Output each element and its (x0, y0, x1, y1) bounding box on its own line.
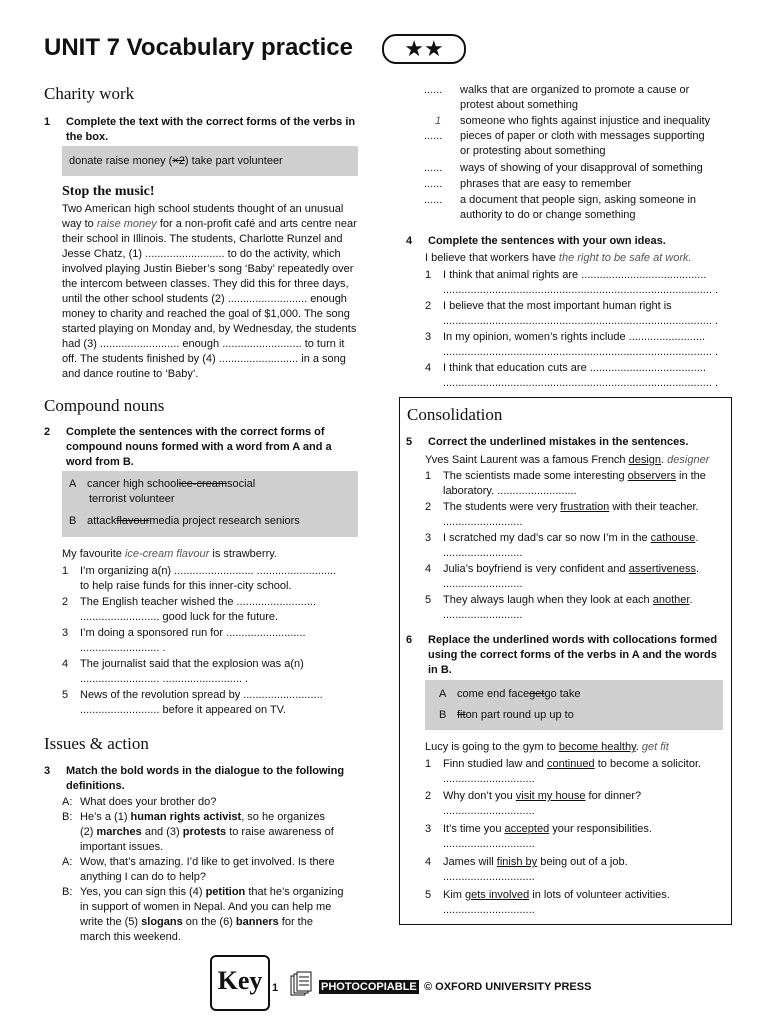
question-4: 4 Complete the sentences with your own ideas. (406, 235, 666, 247)
list-2 (62, 564, 362, 719)
story-title: Stop the music! (62, 184, 155, 199)
photocopy-icon (290, 971, 312, 997)
list-item: 3 I scratched my dad’s car so now I’m in the cathouse. .......................... (425, 532, 699, 559)
list-item: 5 They always laugh when they look at each another. .......................... (425, 594, 693, 621)
list-item: 2 The English teacher wished the .......................... .......................... good luck for the future. (62, 596, 316, 623)
question-1: 1 Complete the text with the correct forms of the verbs in the box. (44, 116, 356, 143)
charity-heading: Charity work (44, 84, 135, 103)
list-item: 1 someone who fights against injustice and inequality (434, 115, 711, 127)
key-logo: Key (210, 955, 270, 1011)
dialogue: A: What does your brother do? B: He’s a (1) human rights activist, so he organizes (2) marches and (3) protests to raise awareness of important issues. A: Wow, that’s amazing. I’d like to get involved. Is there anything I can do to help? B: Yes, you can sign this (4) petition that he’s organizing in support of women in Nepal. And you can help me write the (5) slogans on the (6) banners for the march this weekend. (62, 796, 344, 943)
list-4 (425, 268, 725, 392)
list-item: 5 News of the revolution spread by .......................... .......................... before it appeared on TV. (62, 689, 323, 716)
photocopiable-badge: PHOTOCOPIABLE (321, 981, 417, 993)
question-5: 5 Correct the underlined mistakes in the sentences. (406, 436, 689, 448)
word-box-2: A cancer high school ice-cream social terrorist volunteer B attack flavour media project research seniors (62, 471, 358, 537)
list-item: 4 James will finish by being out of a job. .............................. (425, 856, 628, 883)
list-item: 1 Finn studied law and continued to become a solicitor. .............................. (425, 758, 702, 785)
list-item: ...... phrases that are easy to remember (424, 178, 632, 190)
list-item: ...... pieces of paper or cloth with messages supporting or protesting about something (424, 130, 705, 157)
list-item: 1 The scientists made some interesting observers in the laboratory. .......................... (425, 470, 706, 497)
question-2: 2 Complete the sentences with the correct forms of compound nouns formed with a word from A and a word from B. (44, 426, 332, 468)
story-text: Two American high school students thought of an unusual way to raise money for a non-profit café and arts centre near their school in Illinois. The students, Charlotte Runzel and Jesse Chatz, (1) .......................... to do the activity, which involved playing Justin Bieber’s song ‘Baby’ repeatedly over the intercom between classes. They did this for three days, until the other school students (2) .......................... enough money to charity and reached the goal of $1,000. The song started playing on Monday and, by Wednesday, the students had (3) .......................... enough .......................... to turn it off. The students finished by (4) .......................... in a song and dance routine to ‘Baby’. (62, 203, 357, 380)
compound-heading: Compound nouns (44, 396, 165, 415)
list-item: 1 I’m organizing a(n) .......................... .......................... to help raise funds for this inner-city school. (62, 565, 337, 592)
word-box-6: A come end face get go take B fit on part round up up to (425, 680, 723, 730)
list-item: 1 I think that animal rights are ......................................... ........................................................................................ . (425, 269, 719, 296)
page-title: UNIT 7 Vocabulary practice (44, 34, 353, 61)
example-2: My favourite ice-cream flavour is strawberry. (62, 548, 277, 560)
list-item: 4 The journalist said that the explosion was a(n) .......................... .......................... . (62, 658, 304, 685)
list-item: ...... a document that people sign, asking someone in authority to do or change something (424, 194, 697, 221)
list-item: 2 Why don’t you visit my house for dinner? .............................. (425, 790, 642, 817)
list-5 (425, 469, 725, 624)
example-6: Lucy is going to the gym to become healthy. get fit (425, 741, 669, 753)
list-item: 4 Julia’s boyfriend is very confident and assertiveness. .......................... (425, 563, 700, 590)
list-item: 3 It’s time you accepted your responsibilities. .............................. (425, 823, 652, 850)
publisher: © OXFORD UNIVERSITY PRESS (424, 981, 592, 993)
page-number: 1 (272, 982, 279, 994)
example-4: I believe that workers have the right to be safe at work. (425, 252, 692, 264)
example-5: Yves Saint Laurent was a famous French design. designer (425, 454, 710, 466)
word-box-1: donate raise money (×2) take part volunteer (62, 146, 358, 176)
list-item: 3 I’m doing a sponsored run for .......................... .......................... . (62, 627, 306, 654)
list-item: 3 In my opinion, women’s rights include ......................... ........................................................................................ . (425, 331, 719, 358)
list-item: 2 I believe that the most important human right is ........................................................................................ . (425, 300, 719, 327)
consolidation-heading: Consolidation (407, 405, 503, 424)
issues-heading: Issues & action (44, 734, 149, 753)
list-item: 4 I think that education cuts are ...................................... ........................................................................................ . (425, 362, 719, 389)
question-6: 6 Replace the underlined words with collocations formed using the correct forms of the verbs in A and the words in B. (406, 634, 718, 676)
list-6 (425, 757, 725, 919)
list-item: 2 The students were very frustration with their teacher. .......................... (425, 501, 699, 528)
definitions-list (424, 83, 734, 223)
difficulty-stars: ★★ (382, 34, 466, 64)
list-item: 5 Kim gets involved in lots of volunteer activities. .............................. (425, 889, 670, 916)
list-item: ...... ways of showing of your disapproval of something (424, 162, 703, 174)
question-3: 3 Match the bold words in the dialogue to the following definitions. (44, 765, 345, 792)
list-item: ...... walks that are organized to promote a cause or protest about something (424, 84, 690, 111)
